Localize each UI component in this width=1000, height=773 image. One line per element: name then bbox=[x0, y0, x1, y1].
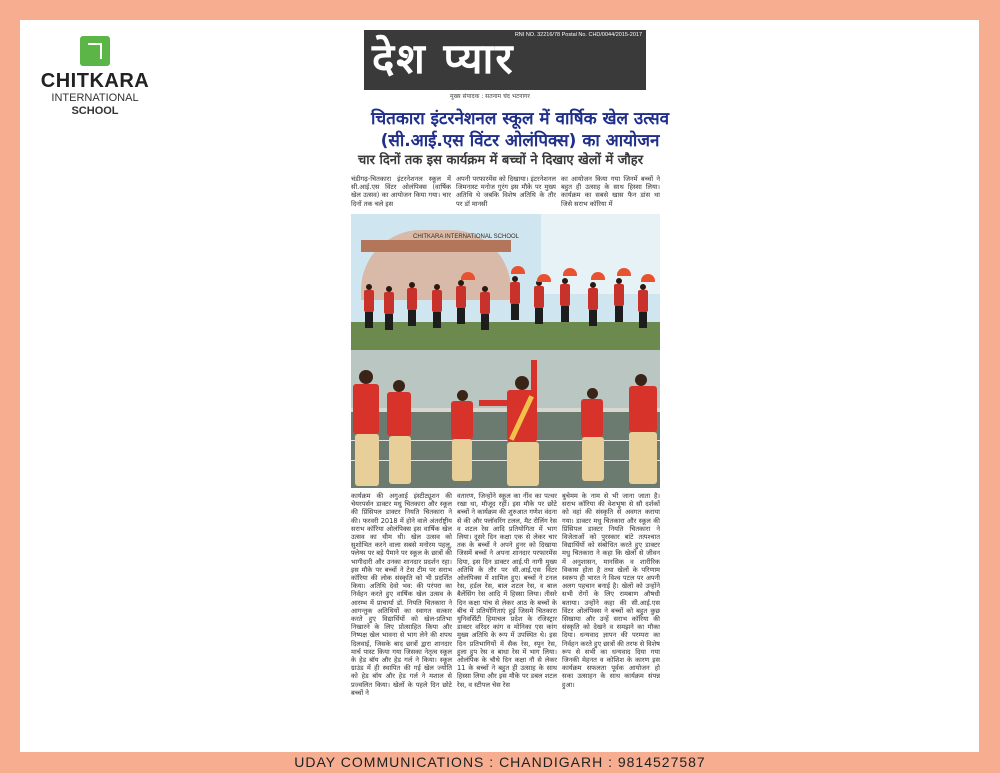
article-top-col1: चंडीगढ़-चितकारा इंटरनेशनल स्कूल में सी.आई.एस विंटर ओलंपिक्स (वार्षिक खेल उत्सव) का आयोजन किया गया। चार दिनों तक चले इस bbox=[351, 175, 451, 208]
subheading: चार दिनों तक इस कार्यक्रम में बच्चों ने दिखाए खेलों में जौहर bbox=[358, 153, 644, 168]
headline-line1: चितकारा इंटरनेशनल स्कूल में वार्षिक खेल उत्सव bbox=[370, 109, 670, 129]
newspaper-masthead bbox=[364, 30, 646, 90]
headline-line2: (सी.आई.एस विंटर ओलंपिक्स) का आयोजन bbox=[380, 131, 660, 151]
school-name: CHITKARA bbox=[40, 70, 150, 92]
article-top-col3: का आयोजन किया गया जिनमें बच्चों ने बहुत ही उत्साह के साथ हिस्सा लिया। कार्यक्रम का सबसे खास फैन डांस था जिसे सराभ कॉरिया में bbox=[561, 175, 660, 208]
school-name-line1: INTERNATIONAL bbox=[51, 92, 139, 104]
school-name-line2: SCHOOL bbox=[71, 105, 119, 117]
article-col3: बुचेमम के नाम से भी जाना जाता है। सराभ कॉरिया की वेशभूषा से सौ दर्शकों को वहां की संस्कृति से अवगत कराया गया। डाक्टर मधु चितकारा और स्कूल की प्रिंसिपल डाक्टर नियति चितकारा ने विजेताओं को पुरस्कार बांटे तत्पश्चात विद्यार्थियों को संबोधित करते हुए डाक्टर मधु चितकारा ने कहा कि खेलों से जीवन में अनुशासन, मानसिक व शारीरिक विकास होता है तथा खेलों के परिणाम स्वरूप ही भारत ने विश्व पटल पर अपनी अलग पहचान बनाई है। खेलों को उन्होंने सभी रोगों के लिए रामबाण औषधी बताया। उन्होंने कहा की सी.आई.एस विंटर ओलंपिक्स ने बच्चों को बहुत कुछ सिखाया और उन्हें सराभ कॉरिया की संस्कृति को देखने व समझने का मौका दिया। धन्यवाद ज्ञापन की परम्परा का निर्वहन करते हुए छात्रों की तरफ से विशेष रूप से सभी का धन्यवाद दिया गया जिनकी मेहनत व कोशिश के कारण इस कार्यक्रम सफलता पूर्वक आयोजन हो सका उत्साहन के साथ कार्यक्रम संपन्न हुआ। bbox=[562, 492, 660, 689]
building-sign: CHITKARA INTERNATIONAL SCHOOL bbox=[413, 234, 520, 240]
newspaper-registration: RNI NO. 32216/78 Postal No. CHD/0044/2015-2017 bbox=[514, 32, 642, 38]
article-col1: कार्यक्रम की अगुआई इंस्टीट्यूशन की चेयरपर्सन डाक्टर मधु चितकारा और स्कूल की प्रिंसिपल डाक्टर नियति चितकारा ने की। फरवरी 2018 में होने वाले अंतर्राष्ट्रीय सराभ कॉरिया ओलंपिक्स इस वार्षिक खेल उत्सव का थीम थी। खेल उत्सव को सुशोभित करने वाला सबसे मनोरम पहलू, फ्लेग्स पर बड़े पैमाने पर स्कूल के छात्रों की भागीदारी और उनका शानदार प्रदर्शन रहा। इस मौके पर बच्चों ने टेस टीम पर सराभ कॉरिया की लोक संस्कृति को भी प्रदर्शित किया। अतिथि देवो भव: की परंपरा का निर्वहन करते हुए वार्षिक खेल उत्सव के आरम्भ में प्राचार्या डॉ. नियति चितकारा ने आगन्तुक अतिथियों का स्वागत सत्कार करते हुए विद्यार्थियों को खेल-प्रतिभा निखारने के लिए प्रोत्साहित किया और निष्पक्ष खेल भावना से भाग लेने की शपथ दिलवाई, जिसके बाद छात्रों द्वारा शानदार मार्च पास्ट किया गया जिसका नेतृत्व स्कूल के हेड बॉय और हेड गर्ल ने किया। स्कूल ग्राउंड में ही स्थापित की गई खेल ज्योति को हेड बॉय और हेड गर्ल ने मशाल से प्रज्वलित किया। खेलों के पहले दिन छोटे बच्चों ने bbox=[351, 492, 452, 697]
newspaper-title: देश प्यार bbox=[372, 34, 515, 83]
photo-fan-dance bbox=[351, 214, 660, 350]
article-top-col2: अपनी परफारमेंस को दिखाया। इंटरनेशनल जिमनास्ट मनोज गुरंग इस मौके पर मुख्य अतिथि थे जबकि विशेष अतिथि के तौर पर डॉ मानसी bbox=[456, 175, 556, 208]
footer-credit: UDAY COMMUNICATIONS : CHANDIGARH : 9814527587 bbox=[294, 754, 706, 770]
newspaper-credit: मुख्य संपादक : सतनाम चंद भटनागर bbox=[450, 93, 530, 100]
school-logo-icon bbox=[80, 36, 110, 66]
article-col2: वतारण, जिन्होंने स्कूल का नींव का पत्थर रखा था, मौजूद रहीं। इस मौके पर छोटे बच्चों ने कार्यक्रम की शुरुआत गणेश वंदना से की और फ्लॉवरिंग टलल, मैट रोलिंग रेस व शटल रेस आदि प्रतियोगिता में भाग लिया। दूसरे दिन कक्षा एक से लेकर चार तक के बच्चों ने अपने हुनर को दिखाया जिसमें बच्चों ने अपना शानदार परफारमेंस दिया, इस दिन डाक्टर आई.पी नागी मुख्य अतिथि के तौर पर सी.आई.एस विंटर ओलंपिक्स में शामिल हुए। बच्चों ने टनल रेस, हर्डल रेस, बाल शटल रेस, व बाल बैलेंसिंग रेस आदि में हिस्सा लिया। तीसरे दिन कक्षा पांच से लेकर आठ के बच्चों के बीच में प्रतियोगिताएं हुई जिसमे चितकारा युनिवर्सिटी हिमाचल प्रदेश के रजिस्ट्रार डाक्टर वरिंदर कांग व मोनिका एस कांग मुख्य अतिथि के रूप में उपस्थित थे। इस दिन प्रतिभागियों में सैक रेस, स्पून रेस, हुला हुप रेस व बाधा रेस में भाग लिया। ओलंपिक के चौथे दिन कक्षा नौ से लेकर 11 के बच्चों ने बहुत ही उत्साह के साथ हिस्सा लिया और इस मौके पर डबल शटल रेस, व स्टीपल चेस रेस bbox=[457, 492, 557, 689]
photo-student-performance bbox=[351, 350, 660, 488]
clipping-panel bbox=[20, 20, 979, 752]
school-logo bbox=[40, 36, 150, 118]
